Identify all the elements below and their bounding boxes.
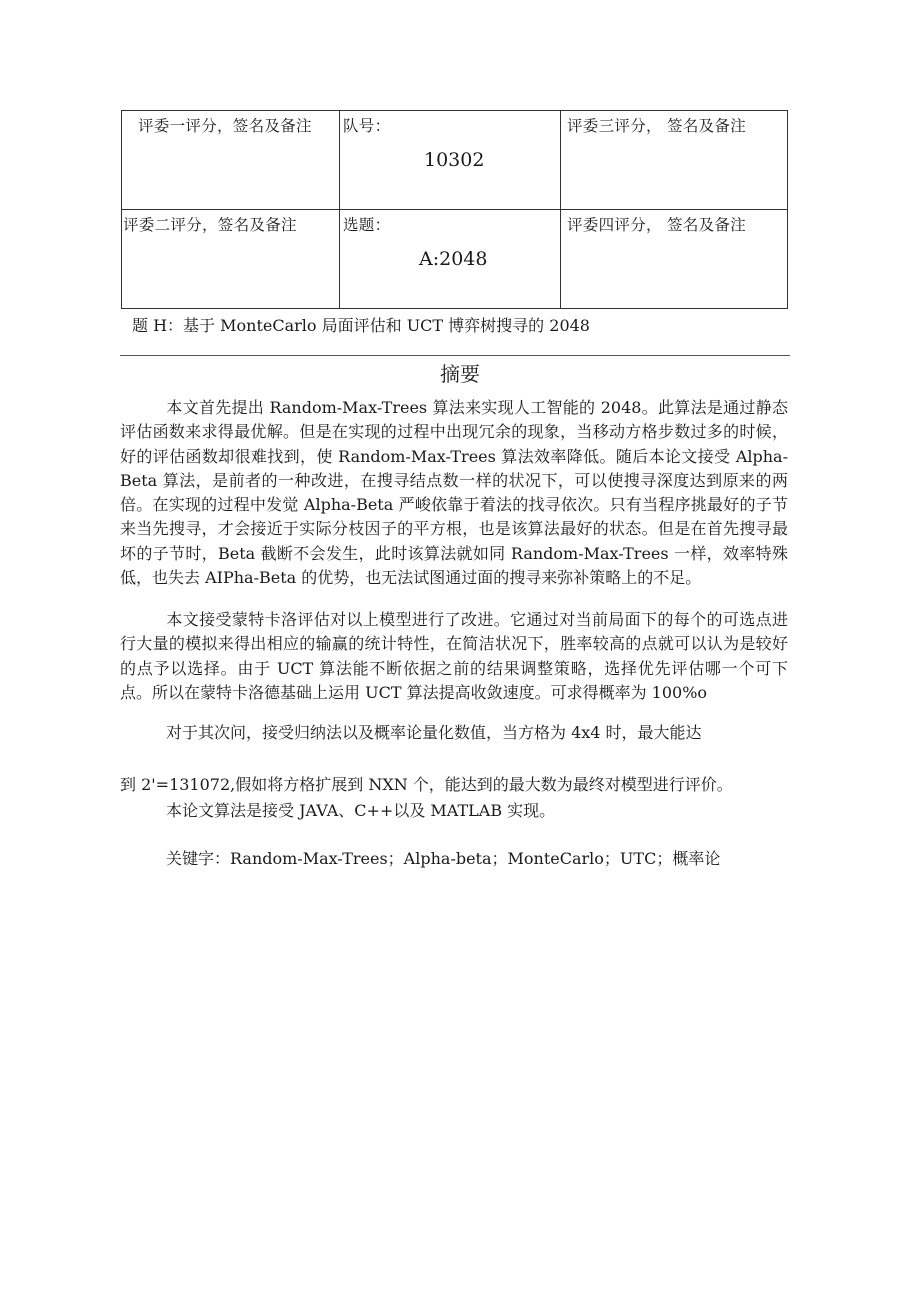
team-number-cell	[340, 111, 561, 210]
divider	[120, 355, 790, 356]
topic-label: 选题：	[343, 216, 391, 234]
judge3-cell	[561, 111, 788, 210]
abstract-paragraph-1: 本文首先提出 Random-Max-Trees 算法来实现人工智能的 2048。此算法是通过静态评估函数来求得最优解。但是在实现的过程中出现冗余的现象，当移动方格步数过多的时候，好的评估函数却很难找到，使 Random-Max-Trees 算法效率降低。随后本论文接受 Alpha-Beta 算法，是前者的一种改进，在搜寻结点数一样的状况下，可以使搜寻深度达到原来的两倍。在实现的过程中发觉 Alpha-Beta 严峻依靠于着法的找寻依次。只有当程序挑最好的子节来当先搜寻，才会接近于实际分枝因子的平方根，也是该算法最好的状态。但是在首先搜寻最坏的子节时，Beta 截断不会发生，此时该算法就如同 Random-Max-Trees 一样，效率特殊低，也失去 AIPha-Beta 的优势，也无法试图通过面的搜寻来弥补策略上的不足。	[120, 398, 788, 588]
judge1-label: 评委一评分，签名及备注	[138, 117, 312, 135]
judge1-cell	[122, 111, 340, 210]
topic-cell	[340, 210, 561, 309]
abstract-paragraph-4: 本论文算法是接受 JAVA、C++以及 MATLAB 实现。	[166, 801, 556, 820]
abstract-paragraph-3-line-2: 到 2'=131072,假如将方格扩展到 NXN 个，能达到的最大数为最终对模型进行评价。	[120, 775, 733, 794]
abstract-paragraph-3-line-1: 对于其次问，接受归纳法以及概率论量化数值，当方格为 4x4 时，最大能达	[166, 723, 702, 742]
judge4-cell	[561, 210, 788, 309]
abstract-paragraph-2: 本文接受蒙特卡洛评估对以上模型进行了改进。它通过对当前局面下的每个的可选点进行大量的模拟来得出相应的输赢的统计特性，在简洁状况下，胜率较高的点就可以认为是较好的点予以选择。由于 UCT 算法能不断依据之前的结果调整策略，选择优先评估哪一个可下点。所以在蒙特卡洛德基础上运用 UCT 算法提高收敛速度。可求得概率为 100%o	[120, 610, 788, 702]
judge4-label: 评委四评分， 签名及备注	[567, 216, 747, 234]
keywords: 关键字：Random-Max-Trees；Alpha-beta；MonteCarlo；UTC；概率论	[166, 849, 721, 868]
judge3-label: 评委三评分， 签名及备注	[567, 117, 747, 135]
judge-score-table	[121, 110, 788, 309]
judge2-label: 评委二评分，签名及备注	[123, 216, 297, 234]
topic-value: A:2048	[419, 248, 488, 270]
team-number-label: 队号：	[343, 117, 391, 135]
judge2-cell	[122, 210, 340, 309]
paper-title: 题 H：基于 MonteCarlo 局面评估和 UCT 博弈树搜寻的 2048	[132, 316, 590, 335]
team-number-value: 10302	[424, 149, 485, 171]
abstract-heading: 摘要	[440, 362, 480, 386]
